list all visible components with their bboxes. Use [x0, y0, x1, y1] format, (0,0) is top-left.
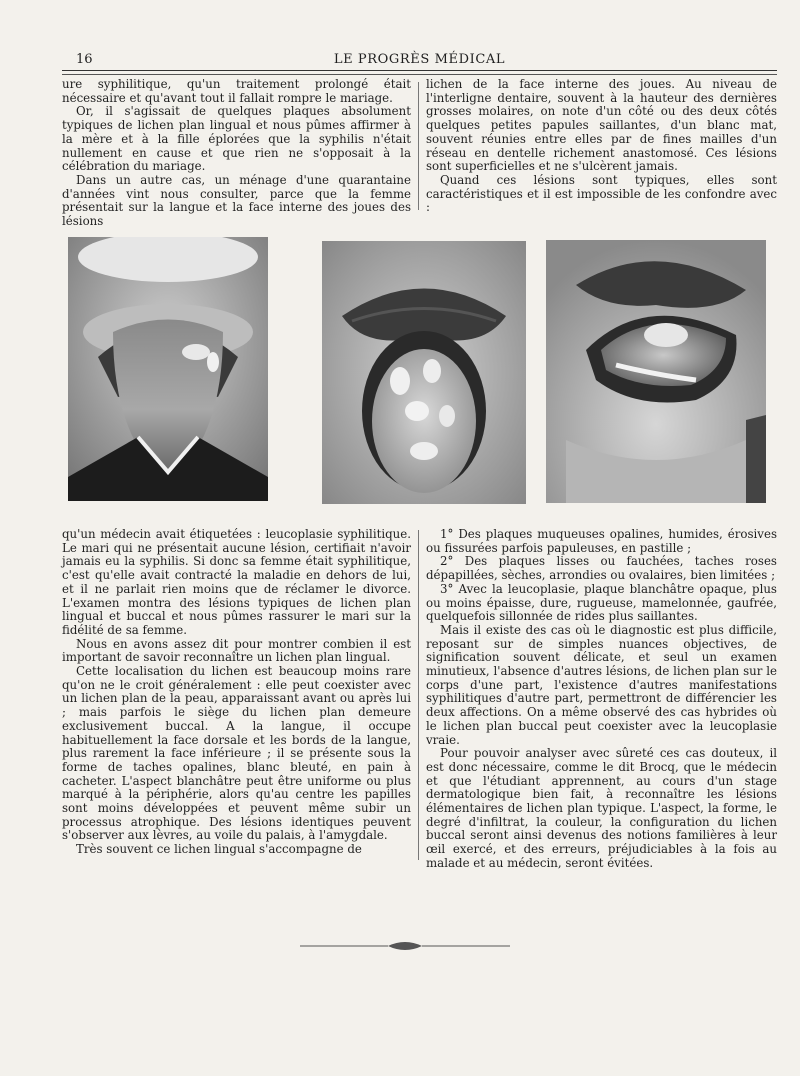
paragraph: Dans un autre cas, un ménage d'une quarantaine d'années vint nous consulter, parce que la femme présentait sur la langue et la face interne des joues des lésions: [62, 172, 411, 229]
paragraph: Mais il existe des cas où le diagnostic est plus difficile, reposant sur de simples nuances objectives, de signification souvent délicate, et seul un examen minutieux, l'absence d'autres lésions, de lichen plan sur le corps d'une part, l'existence d'autres manifestations syphilitiques d'autre part, permettront de différencier les deux affections. On a même observé des cas hybrides où le lichen plan buccal peut coexister avec la leucoplasie vraie.: [426, 622, 777, 747]
paragraph: 1° Des plaques muqueuses opalines, humides, érosives ou fissurées parfois papuleuses, en pastille ;: [426, 527, 777, 555]
bottom-left-column: [62, 528, 411, 857]
paragraph: 3° Avec la leucoplasie, plaque blanchâtre opaque, plus ou moins épaisse, dure, rugueuse, mamelonnée, gaufrée, quelquefois sillonnée de rides plus saillantes.: [426, 581, 777, 624]
paragraph: Quand ces lésions sont typiques, elles sont caractéristiques et il est impossible de les confondre avec :: [426, 172, 777, 215]
paragraph: Nous en avons assez dit pour montrer combien il est important de savoir reconnaître un lichen plan lingual.: [62, 636, 411, 665]
footer-ornament: [300, 940, 510, 952]
column-divider: [418, 82, 419, 210]
tongue-photo-1: [68, 237, 268, 501]
paragraph: Pour pouvoir analyser avec sûreté ces cas douteux, il est donc nécessaire, comme le dit Brocq, que le médecin et que l'étudiant apprennent, au cours d'un stage dermatologique bien fait, à reconnaître les lésions élémentaires de lichen plan typique. L'aspect, la forme, le degré d'infiltrat, la couleur, la configuration du lichen buccal seront ainsi devenus des notions familières à leur œil exercé, et des erreurs, préjudiciables à la fois au malade et au médecin, seront évitées.: [426, 746, 777, 870]
buccal-photo-3: [546, 240, 766, 503]
paragraph: Très souvent ce lichen lingual s'accompagne de: [76, 842, 362, 857]
header-rule-thin: [62, 74, 777, 75]
top-left-column: [62, 78, 411, 229]
paragraph: Or, il s'agissait de quelques plaques absolument typiques de lichen plan lingual et nous pûmes affirmer à la mère et à la fille éplorées que la syphilis n'était nullement en cause et que rien ne s'opposait à la célébration du mariage.: [62, 104, 411, 174]
bottom-right-column: [426, 528, 777, 871]
page-header: [62, 50, 777, 70]
paragraph: ure syphilitique, qu'un traitement prolongé était nécessaire et qu'avant tout il fallait rompre le mariage.: [62, 77, 411, 105]
tongue-photo-2: [322, 241, 526, 504]
journal-title: LE PROGRÈS MÉDICAL: [333, 52, 506, 67]
top-right-column: [426, 78, 777, 215]
column-divider: [418, 530, 419, 860]
paragraph: Cette localisation du lichen est beaucoup moins rare qu'on ne le croit généralement : elle peut coexister avec un lichen plan de la peau, apparaissant avant ou après lui ; mais parfois le siège du lichen plan demeure exclusivement buccal. A la langue, il occupe habituellement la face dorsale et les bords de la langue, plus rarement la face inférieure ; il se présente sous la forme de taches opalines, blanc bleuté, en pain à cacheter. L'aspect blanchâtre peut être uniforme ou plus marqué à la périphérie, alors qu'au centre les papilles sont moins développées et peuvent même subir un processus atrophique. Des lésions identiques peuvent s'observer aux lèvres, au voile du palais, à l'amygdale.: [62, 664, 411, 843]
paragraph: qu'un médecin avait étiquetées : leucoplasie syphilitique. Le mari qui ne présentait aucune lésion, certifiait n'avoir jamais eu la syphilis. Si donc sa femme était syphilitique, c'est qu'elle avait contracté la maladie en dehors de lui, et il ne parlait rien moins que de réclamer le divorce. L'examen montra des lésions typiques de lichen plan lingual et buccal et nous pûmes rassurer le mari sur la fidélité de sa femme.: [62, 527, 411, 637]
paragraph: lichen de la face interne des joues. Au niveau de l'interligne dentaire, souvent à la hauteur des dernières grosses molaires, on note d'un côté ou des deux côtés quelques petites papules saillantes, d'un blanc mat, souvent réunies entre elles par de fines mailles d'un réseau en dentelle richement anastomosé. Ces lésions sont superficielles et ne s'ulcèrent jamais.: [426, 77, 777, 174]
header-rule: [62, 70, 777, 71]
paragraph: 2° Des plaques lisses ou fauchées, taches roses dépapillées, sèches, arrondies ou ovalaires, bien limitées ;: [426, 554, 777, 583]
page-number: 16: [76, 52, 93, 67]
